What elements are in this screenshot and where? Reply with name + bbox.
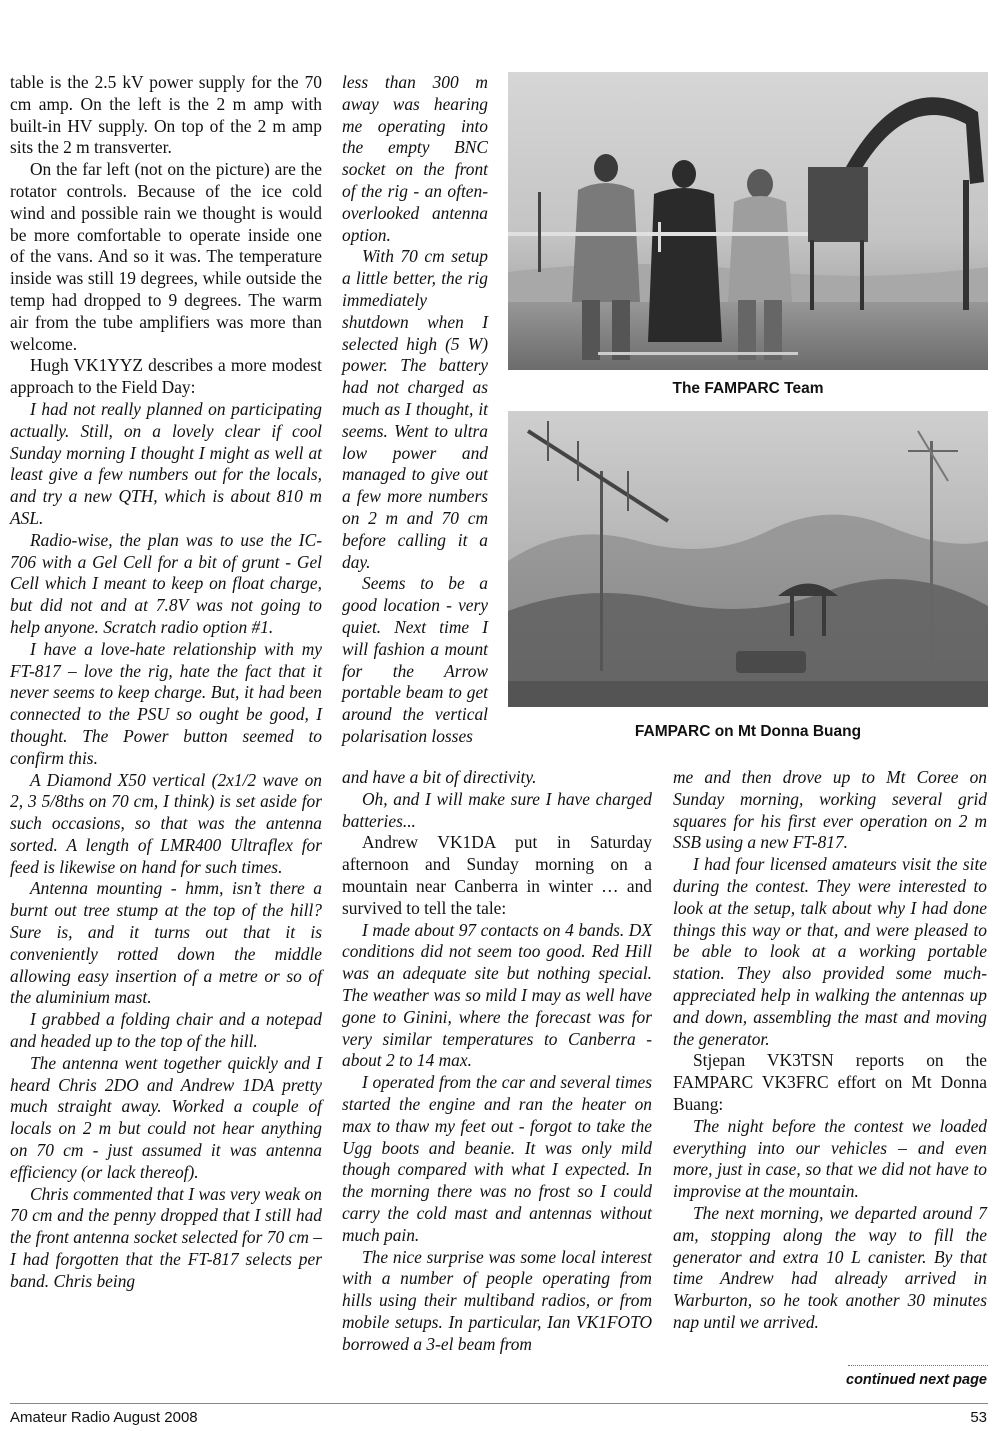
paragraph: and have a bit of directivity. (342, 767, 537, 787)
team-photo-caption: The FAMPARC Team (672, 380, 824, 397)
paragraph: I have a love-hate relationship with my FT-817 – love the rig, hate the fact that it never seems to keep charge. But, it had been connected to the PSU so ought be good, I thought. The Power button seemed to confirm this. (10, 638, 322, 768)
paragraph: A Diamond X50 vertical (2x1/2 wave on 2, 3 5/8ths on 70 cm, I think) is set aside for such occasions, so that was the antenna sorted. A length of LMR400 Ultraflex for feed is likewise on hand for such times. (10, 769, 322, 877)
paragraph: I grabbed a folding chair and a notepad and headed up to the top of the hill. (10, 1009, 322, 1052)
paragraph: table is the 2.5 kV power supply for the 70 cm amp. On the left is the 2 m amp with built-in HV supply. On top of the 2 m amp sits the 2 m transverter. (10, 72, 322, 158)
paragraph: The nice surprise was some local interest with a number of people operating from hills using their multiband radios, or from mobile setups. In particular, Ian VK1FOTO borrowed a 3-el beam from (342, 1246, 652, 1354)
continued-rule (848, 1365, 988, 1366)
paragraph: I had not really planned on participating actually. Still, on a lovely clear if cool Sunday morning I thought I might as well at least give a few numbers out for the locals, and try a new QTH, which is about 810 m ASL. (10, 398, 322, 528)
column-2-lower (342, 767, 652, 1356)
paragraph: I operated from the car and several times started the engine and ran the heater on max to thaw my feet out - forgot to take the Ugg boots and beanie. It was only mild though compared with what I expected. In the morning there was no frost so I could carry the cold mast and antennas without much pain. (342, 1072, 652, 1245)
paragraph: With 70 cm setup a little better, the rig immediately shutdown when I selected high (5 W) power. The battery had not charged as much as I thought, it seems. Went to ultra low power and managed to give out a few more numbers on 2 m and 70 cm before calling it a day. (342, 246, 488, 572)
continued-next-page: continued next page (846, 1372, 987, 1388)
paragraph: Oh, and I will make sure I have charged batteries... (342, 788, 652, 831)
paragraph: Hugh VK1YYZ describes a more modest approach to the Field Day: (10, 355, 322, 398)
column-2-upper (342, 72, 488, 748)
paragraph: The antenna went together quickly and I heard Chris 2DO and Andrew 1DA pretty much straight away. Worked a couple of locals on 2 m but could not hear anything on 70 cm - just assumed it was antenna efficiency (or lack thereof). (10, 1052, 322, 1182)
paragraph: Radio-wise, the plan was to use the IC-706 with a Gel Cell for a bit of grunt - Gel Cell which I meant to keep on float charge, but did not and at 7.8V was not going to help anyone. Scratch radio option #1. (10, 529, 322, 637)
paragraph: Andrew VK1DA put in Saturday afternoon and Sunday morning on a mountain near Canberra in winter … and survived to tell the tale: (342, 832, 652, 918)
paragraph: less than 300 m away was hearing me operating into the empty BNC socket on the front of the rig - an often-overlooked antenna option. (342, 72, 488, 245)
column-3 (673, 767, 987, 1334)
paragraph: I made about 97 contacts on 4 bands. DX conditions did not seem too good. Red Hill was an adequate site but nothing special. The weather was so mild I may as well have gone to Ginini, where the forecast was for very similar temperatures to Canberra - about 2 to 14 max. (342, 919, 652, 1071)
paragraph: The night before the contest we loaded everything into our vehicles – and even more, just in case, so that we did not have to improvise at the mountain. (673, 1115, 987, 1202)
paragraph: I had four licensed amateurs visit the site during the contest. They were interested to look at the setup, talk about why I had done things this way or that, and were pleased to be able to look at a working portable station. They also provided some much-appreciated help in walking the antennas up and down, assembling the mast and moving the generator. (673, 854, 987, 1049)
paragraph: me and then drove up to Mt Coree on Sunday morning, working several grid squares for his first ever operation on 2 m SSB using a new FT-817. (673, 767, 987, 853)
paragraph: Antenna mounting - hmm, isn’t there a burnt out tree stump at the top of the hill? Sure is, and it turns out that it is conveniently rotted down the middle allowing easy insertion of a metre or so of the aluminium mast. (10, 878, 322, 1008)
paragraph: Chris commented that I was very weak on 70 cm and the penny dropped that I still had the front antenna socket selected for 70 cm – I had forgotten that the FT-817 selects per band. Chris being (10, 1183, 322, 1291)
page-number: 53 (970, 1409, 987, 1426)
paragraph: On the far left (not on the picture) are the rotator controls. Because of the ice cold wind and possible rain we thought is would be more comfortable to operate inside one of the vans. And so it was. The temperature inside was still 19 degrees, while outside the temp had dropped to 9 degrees. The warm air from the tube amplifiers was more than welcome. (10, 159, 322, 354)
footer-publication: Amateur Radio August 2008 (10, 1409, 198, 1426)
column-1 (10, 72, 322, 1293)
paragraph: Seems to be a good location - very quiet. Next time I will fashion a mount for the Arrow portable beam to get around the vertical polarisation losses (342, 573, 488, 746)
paragraph: Stjepan VK3TSN reports on the FAMPARC VK3FRC effort on Mt Donna Buang: (673, 1050, 987, 1114)
footer-rule (10, 1403, 988, 1404)
mountain-photo-caption: FAMPARC on Mt Donna Buang (634, 723, 862, 740)
mt-donna-buang-photo (508, 411, 988, 707)
paragraph: The next morning, we departed around 7 am, stopping along the way to fill the generator and extra 10 L canister. By that time Andrew had already arrived in Warburton, so he took another 30 minutes nap until we arrived. (673, 1202, 987, 1332)
famparc-team-photo (508, 72, 988, 370)
